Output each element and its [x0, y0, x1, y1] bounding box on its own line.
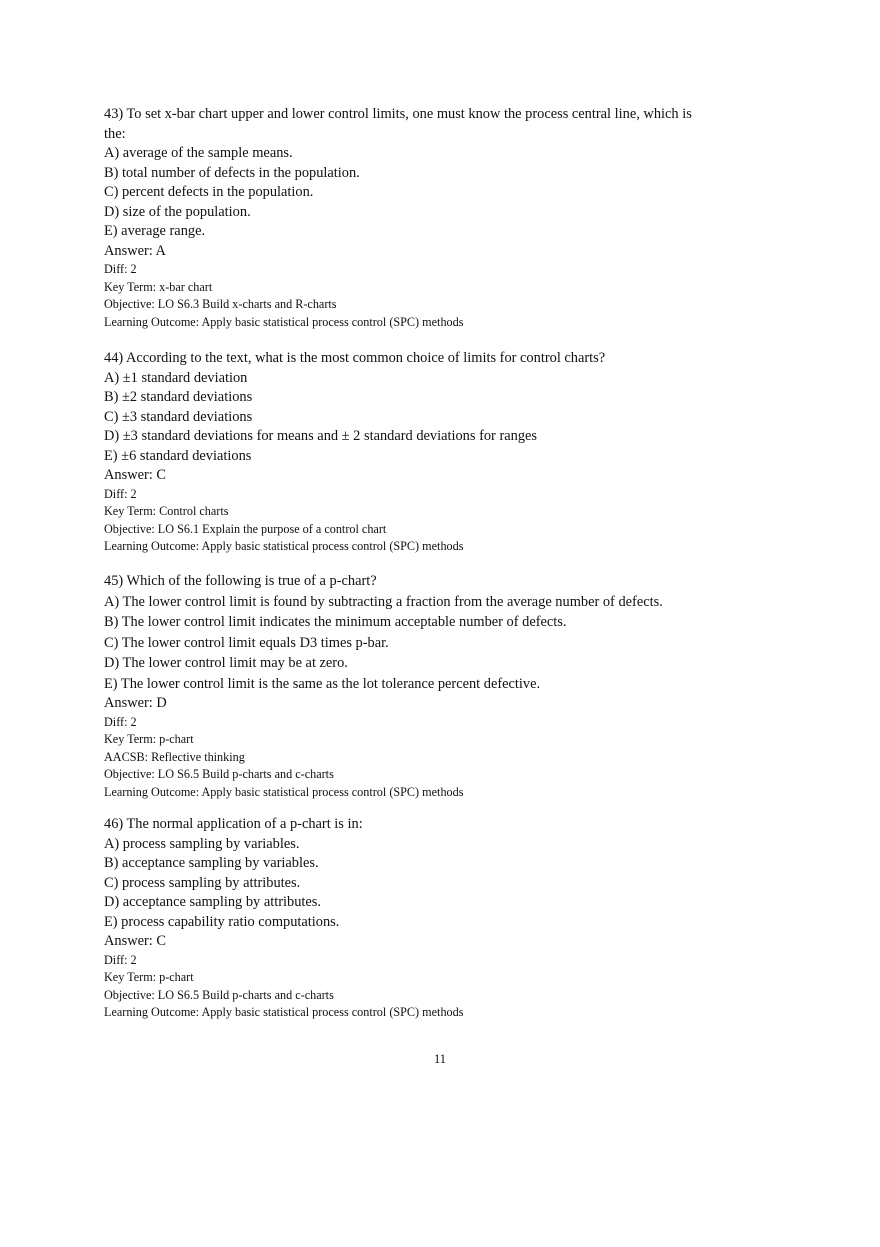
objective: Objective: LO S6.1 Explain the purpose of a control chart [104, 521, 387, 536]
question-stem: 45) Which of the following is true of a p-chart? [104, 573, 377, 589]
option-c: C) ±3 standard deviations [104, 408, 253, 425]
difficulty: Diff: 2 [104, 952, 137, 967]
objective: Objective: LO S6.5 Build p-charts and c-charts [104, 767, 334, 782]
difficulty: Diff: 2 [104, 486, 137, 501]
option-d: D) acceptance sampling by attributes. [104, 894, 321, 910]
option-d: D) ±3 standard deviations for means and ± 2 standard deviations for ranges [104, 428, 538, 444]
option-b: B) acceptance sampling by variables. [104, 855, 319, 871]
key-term: Key Term: x-bar chart [104, 279, 213, 294]
option-a: A) process sampling by variables. [104, 835, 300, 852]
option-b: B) total number of defects in the population. [104, 164, 360, 181]
option-c: C) process sampling by attributes. [104, 874, 301, 891]
question-stem: 46) The normal application of a p-chart is in: [104, 816, 363, 832]
learning-outcome: Learning Outcome: Apply basic statistical process control (SPC) methods [104, 1005, 464, 1020]
option-d: D) size of the population. [104, 203, 251, 220]
key-term: Key Term: Control charts [104, 504, 229, 519]
option-b: B) ±2 standard deviations [104, 389, 253, 405]
question-44 [104, 349, 804, 556]
option-a: A) ±1 standard deviation [104, 369, 248, 386]
aacsb: AACSB: Reflective thinking [104, 749, 245, 764]
question-stem: 44) According to the text, what is the most common choice of limits for control charts? [104, 350, 606, 366]
option-e: E) ±6 standard deviations [104, 447, 252, 464]
difficulty: Diff: 2 [104, 262, 137, 276]
option-a: A) average of the sample means. [104, 145, 293, 161]
option-d: D) The lower control limit may be at zero. [104, 655, 348, 671]
question-45 [104, 572, 804, 801]
option-b: B) The lower control limit indicates the minimum acceptable number of defects. [104, 614, 567, 630]
learning-outcome: Learning Outcome: Apply basic statistical process control (SPC) methods [104, 539, 464, 554]
question-stem: 43) To set x-bar chart upper and lower control limits, one must know the process central line, which is the: [104, 106, 692, 142]
learning-outcome: Learning Outcome: Apply basic statistical process control (SPC) methods [104, 784, 464, 799]
option-c: C) percent defects in the population. [104, 184, 314, 200]
objective: Objective: LO S6.3 Build x-charts and R-charts [104, 297, 337, 312]
page-number: 11 [433, 1052, 447, 1066]
answer: Answer: C [104, 467, 166, 483]
option-c: C) The lower control limit equals D3 times p-bar. [104, 634, 389, 651]
key-term: Key Term: p-chart [104, 970, 194, 985]
answer: Answer: A [104, 242, 166, 259]
option-e: E) process capability ratio computations. [104, 913, 340, 930]
question-46 [104, 815, 804, 1022]
answer: Answer: D [104, 695, 167, 711]
question-43 [104, 105, 804, 331]
option-e: E) The lower control limit is the same as the lot tolerance percent defective. [104, 675, 541, 692]
option-e: E) average range. [104, 223, 206, 239]
objective: Objective: LO S6.5 Build p-charts and c-charts [104, 987, 334, 1002]
key-term: Key Term: p-chart [104, 732, 194, 747]
learning-outcome: Learning Outcome: Apply basic statistical process control (SPC) methods [104, 314, 464, 329]
option-a: A) The lower control limit is found by subtracting a fraction from the average number of defects. [104, 593, 663, 610]
answer: Answer: C [104, 933, 166, 949]
difficulty: Diff: 2 [104, 714, 137, 729]
